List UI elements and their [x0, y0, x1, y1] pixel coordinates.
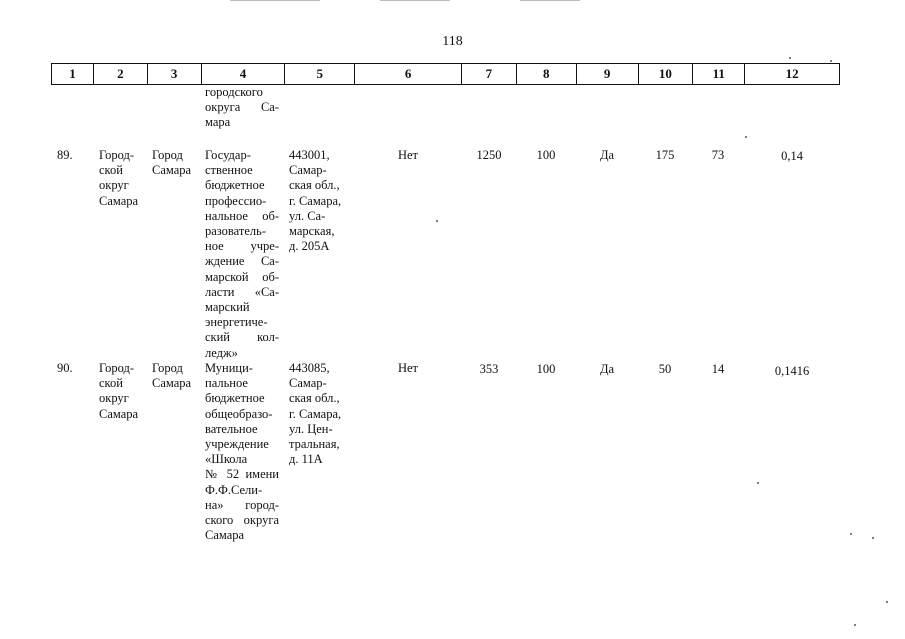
text-line: Город-: [99, 148, 135, 162]
text-line: Самара: [152, 163, 192, 178]
text-line: ледж»: [205, 345, 238, 360]
text-line: тральная,: [289, 437, 340, 452]
header-cell-2: 2: [94, 64, 148, 84]
scan-speck: [886, 601, 888, 603]
text-line: 443001,: [289, 148, 330, 162]
cell-col11: 14: [711, 362, 725, 376]
header-cell-10: 10: [639, 64, 694, 84]
text-line: энергетиче-: [205, 315, 268, 330]
header-cell-7: 7: [462, 64, 517, 84]
text-line: ул. Са-: [289, 208, 326, 223]
cell-col10: 175: [655, 148, 675, 162]
text-line: ской: [99, 163, 123, 178]
text-line: разователь-: [205, 224, 266, 239]
cell-col10: 50: [658, 362, 672, 376]
cell-col11: 73: [711, 148, 725, 162]
cell-col7: 353: [479, 362, 499, 376]
text-line: Самар-: [289, 163, 327, 178]
header-cell-8: 8: [517, 64, 577, 84]
text-line: ласти «Са-: [205, 284, 279, 299]
cell-settlement: [152, 148, 191, 178]
row-number: [57, 148, 73, 163]
cell-col7: 1250: [476, 148, 502, 162]
text-line: марский: [205, 300, 250, 315]
text-line: бюджетное: [205, 178, 265, 193]
row-number: [57, 361, 73, 376]
text-line: Муници-: [205, 361, 253, 375]
header-cell-6: 6: [355, 64, 462, 84]
cell-institution: [205, 148, 279, 361]
cell-col9: Да: [599, 362, 615, 376]
text-line: «Школа: [205, 452, 248, 467]
text-line: общеобразо-: [205, 406, 273, 421]
text-line: на» город-: [205, 497, 279, 512]
header-cell-4: 4: [202, 64, 286, 84]
scan-edge-mark: [520, 0, 580, 1]
text-line: 443085,: [289, 361, 330, 375]
text-line: Город: [152, 148, 183, 162]
text-line: Город: [152, 361, 183, 375]
text-line: Город-: [99, 361, 135, 375]
text-line: вательное: [205, 421, 258, 436]
text-line: ное учре-: [205, 239, 279, 254]
text-line: марской об-: [205, 269, 279, 284]
cell-col9: Да: [599, 148, 615, 162]
cell-settlement: [152, 361, 191, 391]
cell-col12: 0,14: [781, 149, 803, 163]
text-line: д. 11А: [289, 452, 323, 467]
cell-address: [289, 361, 341, 467]
header-cell-3: 3: [148, 64, 202, 84]
cell-col12: 0,1416: [774, 364, 810, 378]
scan-speck: [854, 624, 856, 626]
text-line: № 52 имени: [205, 467, 279, 482]
scan-speck: [850, 533, 852, 535]
text-line: Самара: [152, 376, 192, 391]
text-line: Государ-: [205, 148, 251, 162]
cell-col8: 100: [536, 148, 556, 162]
text-line: городского: [205, 85, 263, 99]
text-line: ственное: [205, 163, 253, 178]
scan-speck: [872, 537, 874, 539]
cell-col6: Нет: [397, 361, 419, 375]
scan-speck: [830, 60, 832, 62]
text-line: ская обл.,: [289, 391, 340, 406]
text-line: марская,: [289, 224, 335, 239]
text-line: Самара: [99, 406, 139, 421]
text-line: нальное об-: [205, 208, 279, 223]
text-line: Самара: [99, 193, 139, 208]
scan-edge-mark: [230, 0, 320, 1]
text-line: округа Са-: [205, 100, 279, 115]
text-line: ждение Са-: [205, 254, 279, 269]
text-line: ул. Цен-: [289, 421, 333, 436]
text-line: округ: [99, 391, 129, 406]
header-cell-1: 1: [52, 64, 94, 84]
scan-speck: [757, 482, 759, 484]
text-line: профессио-: [205, 193, 267, 208]
scan-edge-mark: [380, 0, 450, 1]
header-cell-9: 9: [577, 64, 639, 84]
text-line: округ: [99, 178, 129, 193]
cell-address: [289, 148, 341, 254]
header-cell-5: 5: [285, 64, 355, 84]
scan-speck: [436, 220, 438, 222]
text-line: пальное: [205, 376, 248, 391]
text-line: бюджетное: [205, 391, 265, 406]
text-line: ской: [99, 376, 123, 391]
cell-municipality: [99, 361, 138, 422]
header-cell-11: 11: [693, 64, 745, 84]
text-line: Самара: [205, 528, 245, 543]
scan-speck: [745, 136, 747, 138]
page-number: 118: [442, 34, 463, 49]
scan-speck: [789, 57, 791, 59]
row-number-text: 90.: [57, 361, 73, 375]
continuation-cell-institution: [205, 85, 279, 131]
text-line: Самар-: [289, 376, 327, 391]
header-cell-12: 12: [785, 66, 799, 81]
text-line: г. Самара,: [289, 406, 342, 421]
cell-municipality: [99, 148, 138, 209]
text-line: учреждение: [205, 437, 269, 452]
text-line: мара: [205, 115, 231, 130]
row-number-text: 89.: [57, 148, 73, 162]
text-line: г. Самара,: [289, 193, 342, 208]
text-line: ского округа: [205, 513, 279, 528]
text-line: ская обл.,: [289, 178, 340, 193]
cell-col6: Нет: [397, 148, 419, 162]
text-line: ский кол-: [205, 330, 279, 345]
cell-institution: [205, 361, 279, 543]
text-line: Ф.Ф.Сели-: [205, 482, 263, 497]
text-line: д. 205А: [289, 239, 330, 254]
cell-col8: 100: [536, 362, 556, 376]
table-header-row: [51, 63, 840, 85]
